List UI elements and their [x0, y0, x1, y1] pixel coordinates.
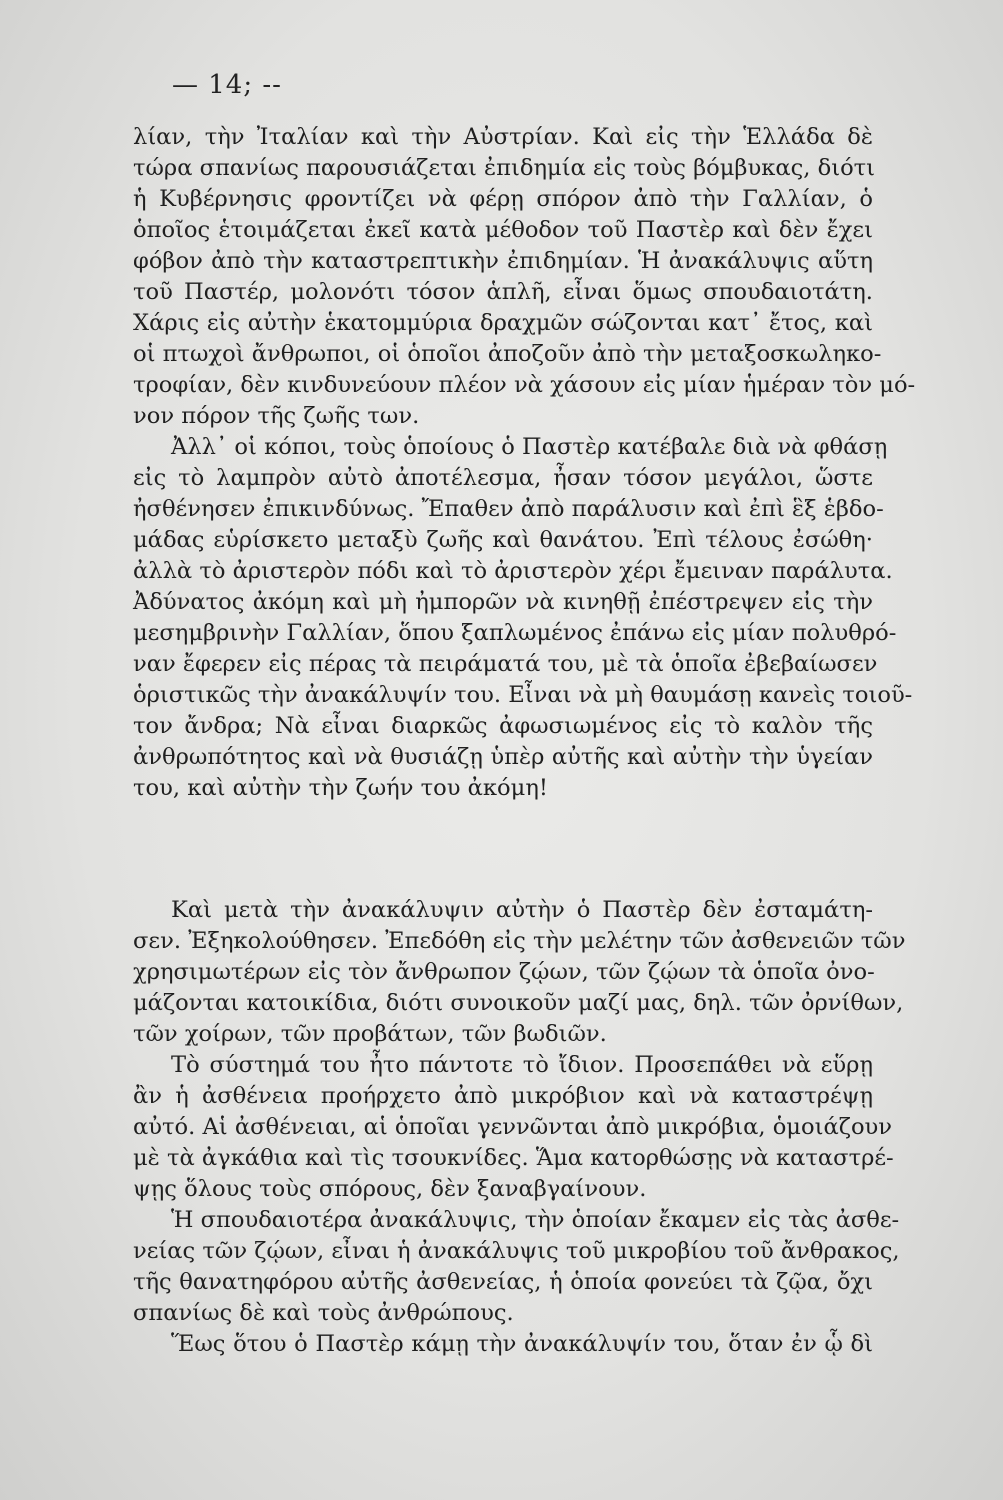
text-line: μάζονται κατοικίδια, διότι συνοικοῦν μαζί μας, δηλ. τῶν ὀρνίθων, [133, 990, 904, 1016]
text-line: νείας τῶν ζῴων, εἶναι ἡ ἀνακάλυψις τοῦ μικροβίου τοῦ ἄνθρακος, [133, 1238, 900, 1264]
text-line: ἀνθρωπότητος καὶ νὰ θυσιάζῃ ὑπὲρ αὐτῆς καὶ αὐτὴν τὴν ὑγείαν [133, 744, 873, 770]
text-line: νον πόρον τῆς ζωῆς των. [133, 403, 420, 429]
text-line: σεν. Ἐξηκολούθησεν. Ἐπεδόθη εἰς τὴν μελέτην τῶν ἀσθενειῶν τῶν [133, 928, 906, 954]
text-line: φόβον ἀπὸ τὴν καταστρεπτικὴν ἐπιδημίαν. Ἡ ἀνακάλυψις αὕτη [133, 248, 873, 274]
page-number-header: — 14; -- [172, 70, 282, 100]
text-line: ναν ἔφερεν εἰς πέρας τὰ πειράματά του, μὲ τὰ ὁποῖα ἐβεβαίωσεν [133, 651, 878, 677]
text-line: Ἀλλ᾽ οἱ κόποι, τοὺς ὁποίους ὁ Παστὲρ κατέβαλε διὰ νὰ φθάσῃ [171, 434, 888, 460]
text-line: ἂν ἡ ἀσθένεια προήρχετο ἀπὸ μικρόβιον καὶ νὰ καταστρέψῃ [133, 1083, 873, 1109]
text-line: εἰς τὸ λαμπρὸν αὐτὸ ἀποτέλεσμα, ἦσαν τόσον μεγάλοι, ὥστε [133, 465, 873, 491]
text-line: μεσημβρινὴν Γαλλίαν, ὅπου ξαπλωμένος ἐπάνω εἰς μίαν πολυθρό- [133, 620, 897, 646]
text-line: ὁποῖος ἑτοιμάζεται ἐκεῖ κατὰ μέθοδον τοῦ Παστὲρ καὶ δὲν ἔχει [133, 217, 873, 243]
text-line: χρησιμωτέρων εἰς τὸν ἄνθρωπον ζῴων, τῶν ζῴων τὰ ὁποῖα ὀνο- [133, 959, 875, 985]
text-line: τοῦ Παστέρ, μολονότι τόσον ἁπλῆ, εἶναι ὅμως σπουδαιοτάτη. [133, 279, 873, 305]
text-line: τώρα σπανίως παρουσιάζεται ἐπιδημία εἰς τοὺς βόμβυκας, διότι [133, 155, 876, 181]
text-line: τροφίαν, δὲν κινδυνεύουν πλέον νὰ χάσουν εἰς μίαν ἡμέραν τὸν μό- [133, 372, 916, 398]
text-line: Καὶ μετὰ τὴν ἀνακάλυψιν αὐτὴν ὁ Παστὲρ δὲν ἐσταμάτη- [171, 897, 873, 923]
text-line: του, καὶ αὐτὴν τὴν ζωήν του ἀκόμη! [133, 775, 548, 801]
text-line: ψῃς ὅλους τοὺς σπόρους, δὲν ξαναβγαίνουν. [133, 1176, 647, 1202]
text-line: Ἡ σπουδαιοτέρα ἀνακάλυψις, τὴν ὁποίαν ἔκαμεν εἰς τὰς ἀσθε- [171, 1207, 900, 1233]
text-line: μὲ τὰ ἀγκάθια καὶ τὶς τσουκνίδες. Ἅμα κατορθώσῃς νὰ καταστρέ- [133, 1145, 894, 1171]
text-block-upper [133, 122, 916, 804]
text-line: ἠσθένησεν ἐπικινδύνως. Ἔπαθεν ἀπὸ παράλυσιν καὶ ἐπὶ ἓξ ἑβδο- [133, 496, 884, 522]
text-line: ἀλλὰ τὸ ἀριστερὸν πόδι καὶ τὸ ἀριστερὸν χέρι ἔμειναν παράλυτα. [133, 558, 893, 584]
text-line: λίαν, τὴν Ἰταλίαν καὶ τὴν Αὐστρίαν. Καὶ εἰς τὴν Ἑλλάδα δὲ [133, 124, 873, 150]
text-block-lower [133, 895, 906, 1360]
text-line: Χάρις εἰς αὐτὴν ἑκατομμύρια δραχμῶν σώζονται κατ᾽ ἔτος, καὶ [133, 310, 873, 336]
text-line: ὁριστικῶς τὴν ἀνακάλυψίν του. Εἶναι νὰ μὴ θαυμάσῃ κανεὶς τοιοῦ- [133, 682, 913, 708]
text-line: μάδας εὑρίσκετο μεταξὺ ζωῆς καὶ θανάτου. Ἐπὶ τέλους ἐσώθη· [133, 527, 873, 553]
text-line: Τὸ σύστημά του ἦτο πάντοτε τὸ ἴδιον. Προσεπάθει νὰ εὕρῃ [171, 1052, 873, 1078]
text-line: Ἀδύνατος ἀκόμη καὶ μὴ ἠμπορῶν νὰ κινηθῇ ἐπέστρεψεν εἰς τὴν [133, 589, 873, 615]
text-line: Ἕως ὅτου ὁ Παστὲρ κάμῃ τὴν ἀνακάλυψίν του, ὅταν ἐν ᾧ δὶ [171, 1331, 873, 1357]
text-line: οἱ πτωχοὶ ἄνθρωποι, οἱ ὁποῖοι ἀποζοῦν ἀπὸ τὴν μεταξοσκωληκο- [133, 341, 882, 367]
text-line: σπανίως δὲ καὶ τοὺς ἀνθρώπους. [133, 1300, 514, 1326]
text-line: αὐτό. Αἱ ἀσθένειαι, αἱ ὁποῖαι γεννῶνται ἀπὸ μικρόβια, ὁμοιάζουν [133, 1114, 893, 1140]
text-line: τον ἄνδρα; Νὰ εἶναι διαρκῶς ἀφωσιωμένος εἰς τὸ καλὸν τῆς [133, 713, 873, 739]
text-line: τῶν χοίρων, τῶν προβάτων, τῶν βωδιῶν. [133, 1021, 607, 1047]
text-line: τῆς θανατηφόρου αὐτῆς ἀσθενείας, ἡ ὁποία φονεύει τὰ ζῷα, ὄχι [133, 1269, 873, 1295]
text-line: ἡ Κυβέρνησις φροντίζει νὰ φέρῃ σπόρον ἀπὸ τὴν Γαλλίαν, ὁ [133, 186, 873, 212]
